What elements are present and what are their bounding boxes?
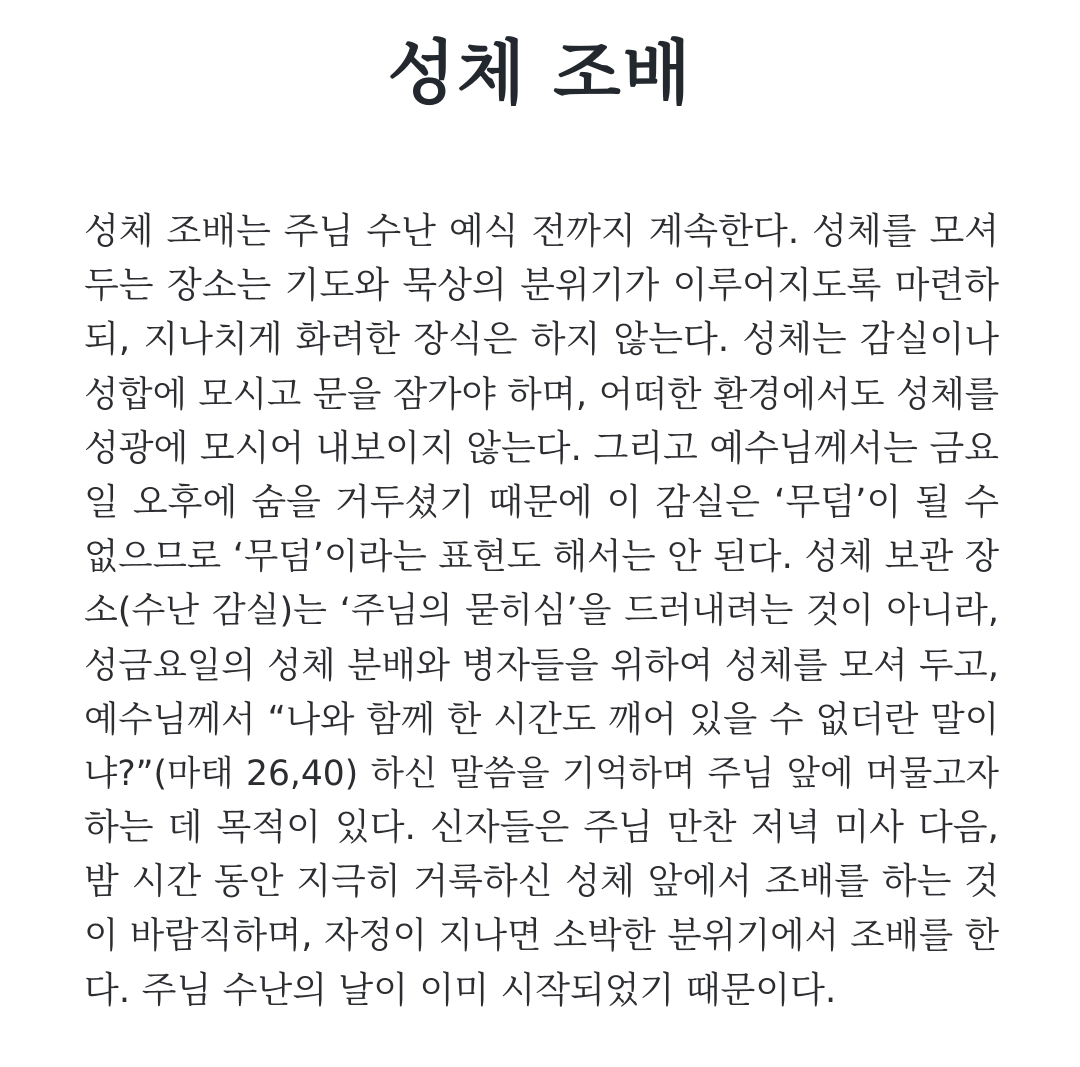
text-line: 없으므로 ‘무덤’이라는 표현도 해서는 안 된다. 성체 보관 장 <box>84 536 999 578</box>
text-line: 성합에 모시고 문을 잠가야 하며, 어떠한 환경에서도 성체를 <box>84 373 999 415</box>
body-paragraph <box>84 205 999 1018</box>
text-line: 성금요일의 성체 분배와 병자들을 위하여 성체를 모셔 두고, <box>84 644 999 686</box>
text-line: 이 바람직하며, 자정이 지나면 소박한 분위기에서 조배를 한 <box>84 915 999 957</box>
text-line: 밤 시간 동안 지극히 거룩하신 성체 앞에서 조배를 하는 것 <box>84 861 999 903</box>
text-line: 성광에 모시어 내보이지 않는다. 그리고 예수님께서는 금요 <box>84 427 999 469</box>
text-line: 예수님께서 “나와 함께 한 시간도 깨어 있을 수 없더란 말이 <box>84 698 999 740</box>
text-line: 두는 장소는 기도와 묵상의 분위기가 이루어지도록 마련하 <box>84 265 999 307</box>
page-title: 성체 조배 <box>387 32 693 114</box>
text-line: 소(수난 감실)는 ‘주님의 묻히심’을 드러내려는 것이 아니라, <box>84 591 999 632</box>
text-line: 일 오후에 숨을 거두셨기 때문에 이 감실은 ‘무덤’이 될 수 <box>84 481 999 523</box>
text-line: 성체 조배는 주님 수난 예식 전까지 계속한다. 성체를 모셔 <box>84 211 999 252</box>
text-line: 냐?”(마태 26,40) 하신 말씀을 기억하며 주님 앞에 머물고자 <box>84 753 999 794</box>
text-line: 다. 주님 수난의 날이 이미 시작되었기 때문이다. <box>84 969 837 1011</box>
text-line: 되, 지나치게 화려한 장식은 하지 않는다. 성체는 감실이나 <box>84 319 999 361</box>
text-line: 하는 데 목적이 있다. 신자들은 주님 만찬 저녁 미사 다음, <box>84 807 999 849</box>
